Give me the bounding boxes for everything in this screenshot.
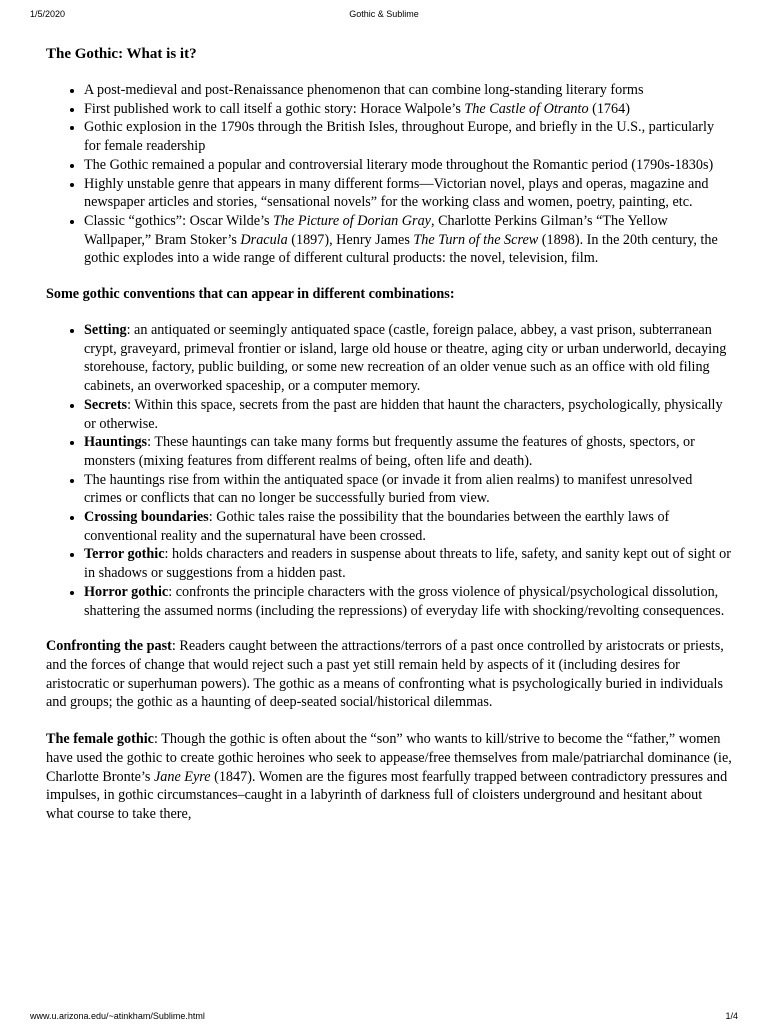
term: Horror gothic (84, 583, 169, 600)
book-title: The Turn of the Screw (413, 231, 539, 248)
term: Crossing boundaries (84, 509, 209, 526)
document-body (46, 45, 732, 842)
term: Hauntings (84, 434, 148, 451)
section-heading-what-is-gothic: The Gothic: What is it? (46, 46, 197, 62)
print-date: 1/5/2020 (30, 9, 66, 19)
print-footer (0, 1011, 768, 1031)
list-item: • Setting: an antiquated or seemingly antiquated space (castle, foreign palace, abbey, a vast prison, subterranean crypt, graveyard, primeval frontier or island, large old house or theatre, aging city or urban underworld, decaying storehouse, factory, public building, or some new recreation of an older venue such as an office with old filing cabinets, an overworked spaceship, or a computer memory. (84, 321, 732, 396)
list-item: • Classic “gothics”: Oscar Wilde’s The Picture of Dorian Gray, Charlotte Perkins Gilman’s “The Yellow Wallpaper,” Bram Stoker’s Dracula (1897), Henry James The Turn of the Screw (1898). In the 20th century, the gothic explodes into a wide range of different cultural products: the novel, television, film. (84, 212, 732, 268)
list-item: • Crossing boundaries: Gothic tales raise the possibility that the boundaries between the earthly laws of conventional reality and the supernatural have been crossed. (84, 508, 732, 545)
conventions-list (46, 321, 732, 620)
list-item: • Terror gothic: holds characters and readers in suspense about threats to life, safety, and sanity kept out of sight or in shadows or suggestions from a hidden past. (84, 545, 732, 582)
print-header (0, 9, 768, 23)
list-item: • Hauntings: These hauntings can take many forms but frequently assume the features of ghosts, spectors, or monsters (mixing features from different realms of being, often life and death). (84, 433, 732, 470)
list-item: • A post-medieval and post-Renaissance phenomenon that can combine long-standing literary forms (84, 81, 732, 100)
print-url: www.u.arizona.edu/~atinkham/Sublime.html (30, 1011, 205, 1021)
list-item: • Highly unstable genre that appears in many different forms—Victorian novel, plays and operas, magazine and newspaper articles and stories, “sensational novels” for the working class and women, poetry, painting, etc. (84, 175, 732, 212)
paragraph-confronting-past: Confronting the past: Readers caught between the attractions/terrors of a past once controlled by aristocrats or priests, and the forces of change that would reject such a past yet still remain held by aspects of it (including desires for aristocratic or superhuman powers). The gothic as a means of confronting what is psychologically buried in individuals and groups; the gothic as a haunting of deep-seated social/historical dilemmas. (46, 638, 724, 711)
book-title: The Castle of Otranto (464, 100, 589, 117)
term: The female gothic (46, 731, 154, 748)
book-title: Jane Eyre (153, 768, 211, 785)
paragraph-female-gothic: The female gothic: Though the gothic is often about the “son” who wants to kill/strive to become the “father,” women have used the gothic to create gothic heroines who seek to appease/free themselves from male/patriarchal dominance (ie, Charlotte Bronte’s Jane Eyre (1847). Women are the figures most fearfully trapped between contradictory pressures and impulses, in gothic circumstances–caught in a labyrinth of darkness full of cloisters underground and hesitant about what course to take there, (46, 731, 732, 822)
list-item: • Secrets: Within this space, secrets from the past are hidden that haunt the characters, psychologically, physically or otherwise. (84, 396, 732, 433)
what-is-gothic-list (46, 81, 732, 268)
list-item: • Horror gothic: confronts the principle characters with the gross violence of physical/psychological dissolution, shattering the assumed norms (including the repressions) of everyday life with shocking/revolting consequences. (84, 583, 732, 620)
term: Confronting the past (46, 638, 172, 655)
book-title: Dracula (240, 231, 288, 248)
list-item: • The hauntings rise from within the antiquated space (or invade it from alien realms) to manifest unresolved crimes or conflicts that can no longer be successfully buried from view. (84, 471, 732, 508)
term: Setting (84, 322, 127, 339)
book-title: The Picture of Dorian Gray (273, 212, 431, 229)
page-number: 1/4 (725, 1011, 738, 1021)
term: Secrets (84, 396, 128, 413)
print-title: Gothic & Sublime (349, 9, 419, 19)
list-item: • The Gothic remained a popular and controversial literary mode throughout the Romantic period (1790s-1830s) (84, 156, 732, 175)
list-item: • Gothic explosion in the 1790s through the British Isles, throughout Europe, and briefly in the U.S., particularly for female readership (84, 118, 732, 155)
section-heading-conventions: Some gothic conventions that can appear in different combinations: (46, 286, 455, 303)
list-item: • First published work to call itself a gothic story: Horace Walpole’s The Castle of Otranto (1764) (84, 100, 732, 119)
term: Terror gothic (84, 546, 165, 563)
